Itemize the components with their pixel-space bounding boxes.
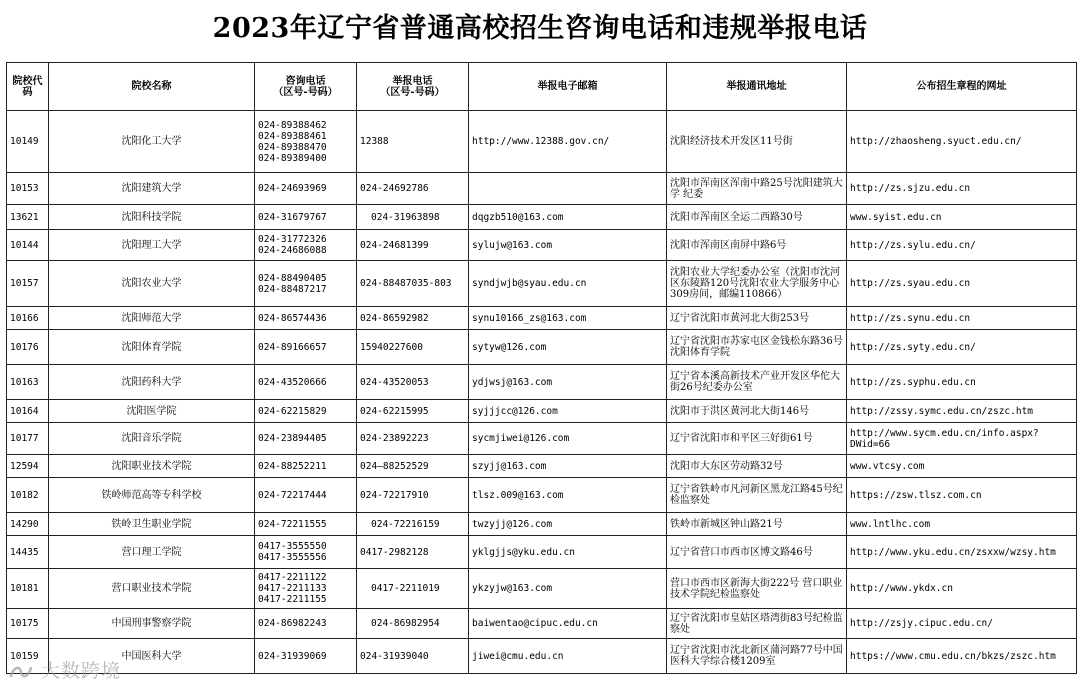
table-row	[7, 455, 1077, 478]
cell-website: www.syist.edu.cn	[847, 205, 1077, 230]
consult-phone: 024-89388461	[258, 130, 327, 142]
consult-phone: 024-24686088	[258, 245, 327, 256]
consult-phone: 024-43520666	[258, 376, 327, 388]
consult-phone: 024-72217444	[258, 489, 327, 501]
consult-phone: 0417-2211122	[258, 572, 327, 583]
col-header-website: 公布招生章程的网址	[847, 63, 1077, 111]
cell-address: 辽宁省沈阳市苏家屯区金钱松东路36号沈阳体育学院	[667, 330, 847, 365]
cell-email: ydjwsj@163.com	[469, 365, 667, 400]
cell-code: 10164	[7, 400, 49, 423]
cell-name: 沈阳理工大学	[49, 230, 255, 261]
cell-address: 辽宁省营口市西市区博文路46号	[667, 536, 847, 569]
cell-code: 10175	[7, 609, 49, 639]
cell-name: 沈阳化工大学	[49, 111, 255, 173]
table-row	[7, 513, 1077, 536]
consult-phone: 024-24693969	[258, 183, 327, 194]
table-row	[7, 569, 1077, 609]
cell-consult	[255, 173, 357, 205]
page-title: 2023年辽宁省普通高校招生咨询电话和违规举报电话	[212, 13, 868, 44]
cell-email	[469, 173, 667, 205]
cell-email: szyjj@163.com	[469, 455, 667, 478]
table-row	[7, 536, 1077, 569]
cell-report: 024-43520053	[357, 365, 469, 400]
col-header-code: 院校代码	[7, 63, 49, 111]
cell-name: 沈阳音乐学院	[49, 423, 255, 455]
cell-consult	[255, 639, 357, 674]
cell-name: 沈阳师范大学	[49, 307, 255, 330]
cell-code: 10157	[7, 261, 49, 307]
cell-consult	[255, 455, 357, 478]
cell-email: syndjwjb@syau.edu.cn	[469, 261, 667, 307]
cell-website: http://zs.sjzu.edu.cn	[847, 173, 1077, 205]
cell-email: yklgjjs@yku.edu.cn	[469, 536, 667, 569]
cell-name: 沈阳职业技术学院	[49, 455, 255, 478]
cell-code: 10144	[7, 230, 49, 261]
cell-consult	[255, 478, 357, 513]
consult-phone: 024-62215829	[258, 405, 327, 417]
cell-website: http://www.ykdx.cn	[847, 569, 1077, 609]
cell-consult	[255, 205, 357, 230]
cell-address: 辽宁省沈阳市沈北新区蒲河路77号中国医科大学综合楼1209室	[667, 639, 847, 674]
cell-address: 辽宁省沈阳市黄河北大街253号	[667, 307, 847, 330]
table-row	[7, 609, 1077, 639]
cell-code: 10177	[7, 423, 49, 455]
cell-email: syjjjcc@126.com	[469, 400, 667, 423]
cell-code: 10182	[7, 478, 49, 513]
consult-phone: 024-23894405	[258, 433, 327, 444]
cell-email: tlsz.009@163.com	[469, 478, 667, 513]
consult-phone: 024-86574436	[258, 312, 327, 324]
consult-phone: 0417-2211155	[258, 594, 327, 605]
table-row	[7, 307, 1077, 330]
cell-website: http://zhaosheng.syuct.edu.cn/	[847, 111, 1077, 173]
cell-consult	[255, 569, 357, 609]
cell-report: 0417-2982128	[357, 536, 469, 569]
col-header-report: 举报电话 （区号-号码）	[357, 63, 469, 111]
table-row	[7, 230, 1077, 261]
consult-phone: 024-89166657	[258, 341, 327, 353]
cell-name: 沈阳体育学院	[49, 330, 255, 365]
cell-email: jiwei@cmu.edu.cn	[469, 639, 667, 674]
table-row	[7, 639, 1077, 674]
table-row	[7, 365, 1077, 400]
cell-address: 沈阳经济技术开发区11号街	[667, 111, 847, 173]
table-row	[7, 423, 1077, 455]
table-row	[7, 205, 1077, 230]
cell-email: ykzyjw@163.com	[469, 569, 667, 609]
watermark-logo-icon	[8, 662, 34, 682]
cell-report: 024-72216159	[357, 513, 469, 536]
cell-name: 中国刑事警察学院	[49, 609, 255, 639]
cell-report: 024-88487035-803	[357, 261, 469, 307]
cell-address: 沈阳市浑南区浑南中路25号沈阳建筑大学 纪委	[667, 173, 847, 205]
watermark-text: 大数跨境	[41, 660, 122, 682]
cell-address: 辽宁省本溪高新技术产业开发区华佗大街26号纪委办公室	[667, 365, 847, 400]
cell-website: https://www.cmu.edu.cn/bkzs/zszc.htm	[847, 639, 1077, 674]
cell-email: sytyw@126.com	[469, 330, 667, 365]
col-header-address: 举报通讯地址	[667, 63, 847, 111]
cell-website: http://zs.syau.edu.cn	[847, 261, 1077, 307]
cell-report: 12388	[357, 111, 469, 173]
cell-website: http://zs.syty.edu.cn/	[847, 330, 1077, 365]
consult-phone: 024-72211555	[258, 518, 327, 530]
cell-address: 辽宁省铁岭市凡河新区黑龙江路45号纪检监察处	[667, 478, 847, 513]
cell-consult	[255, 230, 357, 261]
cell-address: 辽宁省沈阳市和平区三好街61号	[667, 423, 847, 455]
cell-consult	[255, 365, 357, 400]
table-row	[7, 400, 1077, 423]
cell-website: http://zs.sylu.edu.cn/	[847, 230, 1077, 261]
cell-name: 沈阳科技学院	[49, 205, 255, 230]
cell-code: 10181	[7, 569, 49, 609]
consult-phone: 024-88490405	[258, 272, 327, 284]
cell-email: synu10166_zs@163.com	[469, 307, 667, 330]
consult-phone: 024-31772326	[258, 234, 327, 245]
cell-code: 10163	[7, 365, 49, 400]
cell-address: 营口市西市区新海大街222号 营口职业技术学院纪检监察处	[667, 569, 847, 609]
col-header-email: 举报电子邮箱	[469, 63, 667, 111]
cell-code: 10166	[7, 307, 49, 330]
cell-report: 024—88252529	[357, 455, 469, 478]
col-header-consult: 咨询电话 （区号-号码）	[255, 63, 357, 111]
header-row	[7, 63, 1077, 111]
cell-consult	[255, 609, 357, 639]
cell-report: 024-62215995	[357, 400, 469, 423]
cell-name: 铁岭卫生职业学院	[49, 513, 255, 536]
cell-name: 沈阳药科大学	[49, 365, 255, 400]
cell-website: https://zsw.tlsz.com.cn	[847, 478, 1077, 513]
cell-consult	[255, 307, 357, 330]
cell-website: www.vtcsy.com	[847, 455, 1077, 478]
table-row	[7, 478, 1077, 513]
cell-consult	[255, 536, 357, 569]
cell-code: 14435	[7, 536, 49, 569]
consult-phone: 024-86982243	[258, 618, 327, 629]
watermark	[8, 656, 121, 683]
cell-email: sylujw@163.com	[469, 230, 667, 261]
col-header-name: 院校名称	[49, 63, 255, 111]
cell-address: 沈阳市于洪区黄河北大街146号	[667, 400, 847, 423]
cell-website: www.lntlhc.com	[847, 513, 1077, 536]
cell-consult	[255, 400, 357, 423]
table-row	[7, 173, 1077, 205]
cell-consult	[255, 423, 357, 455]
cell-website: http://zsjy.cipuc.edu.cn/	[847, 609, 1077, 639]
consult-phone: 024-88487217	[258, 283, 327, 295]
cell-report: 024-86982954	[357, 609, 469, 639]
cell-address: 沈阳市浑南区南屏中路6号	[667, 230, 847, 261]
consult-phone: 0417-2211133	[258, 583, 327, 594]
consult-phone: 024-31679767	[258, 211, 327, 223]
consult-phone: 024-89388470	[258, 141, 327, 153]
cell-report: 024-72217910	[357, 478, 469, 513]
consult-phone: 024-89389400	[258, 152, 327, 164]
cell-name: 沈阳农业大学	[49, 261, 255, 307]
cell-name: 中国医科大学	[49, 639, 255, 674]
cell-name: 营口职业技术学院	[49, 569, 255, 609]
cell-address: 铁岭市新城区钟山路21号	[667, 513, 847, 536]
cell-consult	[255, 261, 357, 307]
cell-email: dqgzb510@163.com	[469, 205, 667, 230]
cell-report: 15940227600	[357, 330, 469, 365]
cell-consult	[255, 513, 357, 536]
consult-phone: 024-31939069	[258, 650, 327, 662]
cell-name: 沈阳医学院	[49, 400, 255, 423]
cell-report: 024-24681399	[357, 230, 469, 261]
cell-address: 沈阳市浑南区全运二西路30号	[667, 205, 847, 230]
cell-report: 024-23892223	[357, 423, 469, 455]
cell-report: 024-31939040	[357, 639, 469, 674]
cell-email: baiwentao@cipuc.edu.cn	[469, 609, 667, 639]
cell-report: 024-24692786	[357, 173, 469, 205]
contact-table	[6, 62, 1077, 674]
cell-email: http://www.12388.gov.cn/	[469, 111, 667, 173]
cell-name: 沈阳建筑大学	[49, 173, 255, 205]
cell-code: 14290	[7, 513, 49, 536]
cell-email: twzyjj@126.com	[469, 513, 667, 536]
cell-report: 0417-2211019	[357, 569, 469, 609]
cell-name: 营口理工学院	[49, 536, 255, 569]
table-row	[7, 330, 1077, 365]
consult-phone: 0417-3555556	[258, 552, 327, 563]
cell-code: 10153	[7, 173, 49, 205]
cell-report: 024-86592982	[357, 307, 469, 330]
cell-code: 13621	[7, 205, 49, 230]
consult-phone: 024-88252211	[258, 460, 327, 472]
table-row	[7, 111, 1077, 173]
cell-website: http://zssy.symc.edu.cn/zszc.htm	[847, 400, 1077, 423]
cell-website: http://www.yku.edu.cn/zsxxw/wzsy.htm	[847, 536, 1077, 569]
cell-consult	[255, 330, 357, 365]
cell-website: http://www.sycm.edu.cn/info.aspx?DWid=66	[847, 423, 1077, 455]
cell-consult	[255, 111, 357, 173]
cell-name: 铁岭师范高等专科学校	[49, 478, 255, 513]
consult-phone: 024-89388462	[258, 119, 327, 131]
cell-website: http://zs.syphu.edu.cn	[847, 365, 1077, 400]
cell-website: http://zs.synu.edu.cn	[847, 307, 1077, 330]
cell-code: 10176	[7, 330, 49, 365]
cell-code: 10149	[7, 111, 49, 173]
consult-phone: 0417-3555550	[258, 541, 327, 552]
cell-address: 辽宁省沈阳市皇姑区塔湾街83号纪检监察处	[667, 609, 847, 639]
cell-address: 沈阳市大东区劳动路32号	[667, 455, 847, 478]
cell-code: 12594	[7, 455, 49, 478]
cell-report: 024-31963898	[357, 205, 469, 230]
cell-address: 沈阳农业大学纪委办公室（沈阳市沈河区东陵路120号沈阳农业大学服务中心309房间，邮编110866）	[667, 261, 847, 307]
table-row	[7, 261, 1077, 307]
cell-email: sycmjiwei@126.com	[469, 423, 667, 455]
cell-code: 10159	[7, 639, 49, 674]
